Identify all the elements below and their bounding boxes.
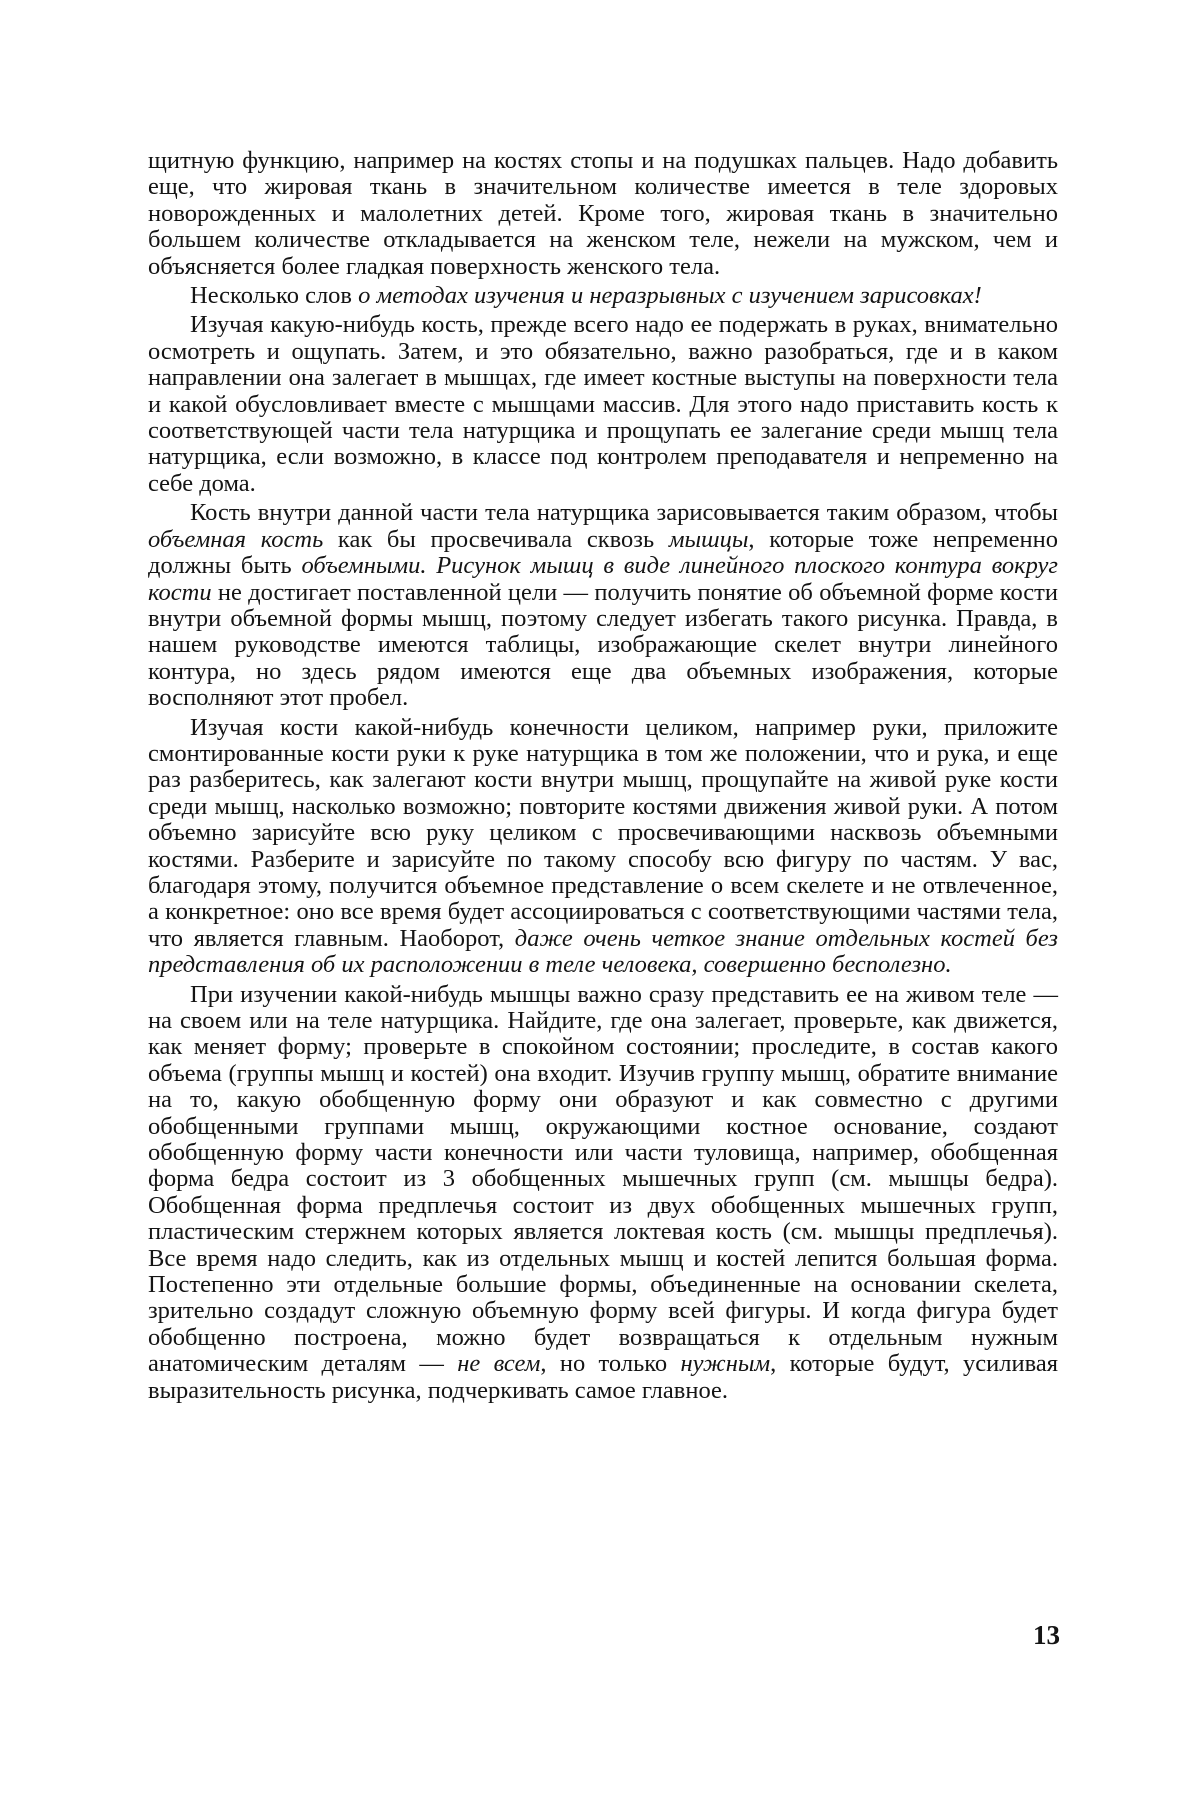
emphasized-text: даже очень четкое знание отдельных костей без представления об их расположении в теле человека, совершенно бесполезно.	[148, 924, 1058, 979]
body-text: Изучая какую-нибудь кость, прежде всего надо ее подержать в руках, внимательно осмотреть и ощупать. Затем, и это обязательно, важно разобраться, где и в каком направлении она залегает в мышцах, где имеет костные выступы на поверхности тела и какой обусловливает вместе с мышцами массив. Для этого надо приставить кость к соответствующей части тела натурщика и прощупать ее залегание среди мышц тела натурщика, если возможно, в классе под контролем преподавателя и непременно на себе дома.	[148, 311, 1058, 497]
body-text: , которые будут, усиливая выразительность рисунка, подчеркивать самое главное.	[148, 1350, 1058, 1404]
body-text: , но только	[540, 1350, 681, 1378]
body-text: щитную функцию, например на костях стопы и на подушках пальцев. Надо добавить еще, что жировая ткань в значительном количестве имеется в теле здоровых новорожденных и малолетних детей. Кроме того, жировая ткань в значительно большем количестве откладывается на женском теле, нежели на мужском, чем и объясняется более гладкая поверхность женского тела.	[148, 147, 1058, 280]
paragraph-6	[148, 982, 1058, 1405]
body-text: Кость внутри данной части тела натурщика зарисовывается таким образом, чтобы	[190, 499, 1058, 527]
body-text: как бы просвечивала сквозь	[323, 525, 669, 553]
paragraph-5	[148, 715, 1058, 979]
page-body	[148, 148, 1058, 1404]
emphasized-text: о методах изучения и неразрывных с изучением зарисовках!	[358, 282, 982, 310]
body-text: При изучении какой-нибудь мышцы важно сразу представить ее на живом теле — на своем или на теле натурщика. Найдите, где она залегает, проверьте, как движется, как меняет форму; проверьте в спокойном состоянии; проследите, в состав какого объема (группы мышц и костей) она входит. Изучив группу мышц, обратите внимание на то, какую обобщенную форму они образуют и как совместно с другими обобщенными группами мышц, окружающими костное основание, создают обобщенную форму части конечности или части туловища, например, обобщенная форма бедра состоит из 3 обобщенных мышечных групп (см. мышцы бедра). Обобщенная форма предплечья состоит из двух обобщенных мышечных групп, пластическим стержнем которых является локтевая кость (см. мышцы предплечья). Все время надо следить, как из отдельных мышц и костей лепится большая форма. Постепенно эти отдельные большие формы, объединенные на основании скелета, зрительно создадут сложную объемную форму всей фигуры. И когда фигура будет обобщенно построена, можно будет возвращаться к отдельным нужным анатомическим деталям —	[148, 980, 1058, 1378]
emphasized-text: объемная кость	[148, 525, 324, 553]
page-number: 13	[1033, 1620, 1060, 1650]
body-text: Несколько слов	[190, 282, 359, 310]
emphasized-text: объемными. Рисунок мышц в виде линейного плоского контура вокруг кости	[148, 552, 1058, 606]
body-text: не достигает поставленной цели — получить понятие об объемной форме кости внутри объемной формы мышц, поэтому следует избегать такого рисунка. Правда, в нашем руководстве имеются таблицы, изображающие скелет внутри линейного контура, но здесь рядом имеются еще два объемных изображения, которые восполняют этот пробел.	[148, 578, 1058, 712]
paragraph-3	[148, 312, 1058, 497]
paragraph-2	[148, 283, 1058, 309]
body-text: Изучая кости какой-нибудь конечности целиком, например руки, приложите смонтированные кости руки к руке натурщика в том же положении, что и рука, и еще раз разберитесь, как залегают кости внутри мышц, прощупайте на живой руке кости среди мышц, насколько возможно; повторите костями движения живой руки. А потом объемно зарисуйте всю руку целиком с просвечивающими насквозь объемными костями. Разберите и зарисуйте по такому способу всю фигуру по частям. У вас, благодаря этому, получится объемное представление о всем скелете и не отвлеченное, а конкретное: оно все время будет ассоциироваться с соответствующими частями тела, что является главным. Наоборот,	[148, 713, 1058, 952]
emphasized-text: мышцы	[668, 525, 749, 553]
emphasized-text: нужным	[680, 1350, 771, 1378]
paragraph-1	[148, 148, 1058, 280]
paragraph-4	[148, 500, 1058, 711]
body-text: , которые тоже непременно должны быть	[148, 525, 1058, 580]
emphasized-text: не всем	[457, 1350, 541, 1378]
